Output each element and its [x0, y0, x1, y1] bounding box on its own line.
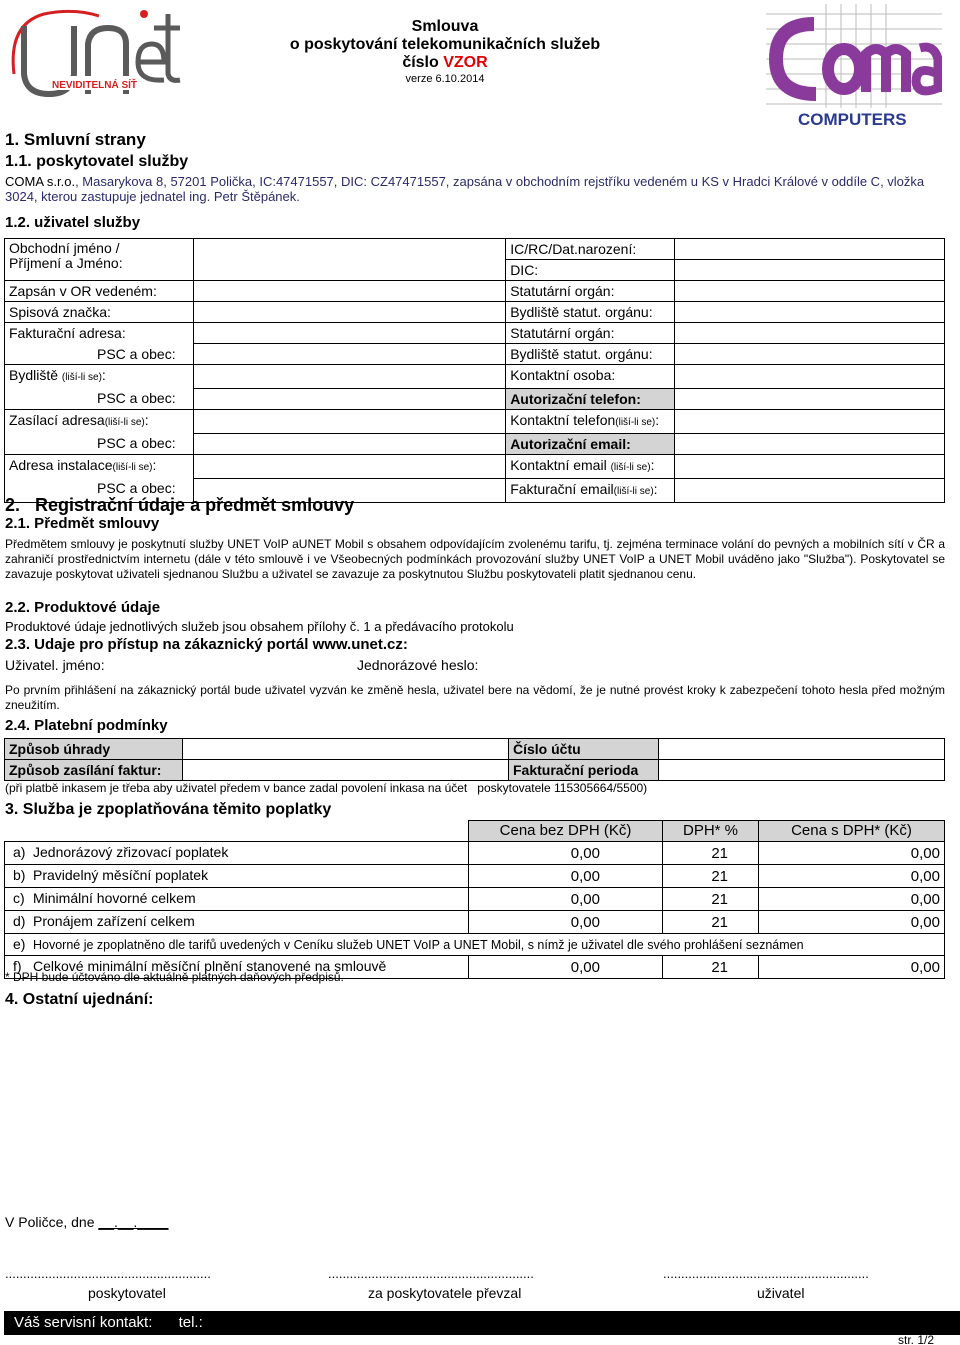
billing-address-field[interactable] — [194, 323, 506, 344]
section1-heading: 1. Smluvní strany — [5, 130, 146, 149]
tel-label: tel.: — [178, 1314, 203, 1331]
fee-row-vat[interactable]: 21 — [663, 888, 759, 911]
contact-person-label: Kontaktní osoba: — [506, 365, 675, 389]
billing-period-label: Fakturační perioda — [509, 760, 659, 781]
fee-row-total: 0,00 — [759, 956, 945, 979]
fee-row-label: Jednorázový zřizovací poplatek — [33, 844, 229, 860]
fee-row — [5, 865, 945, 888]
mailing-psc-field[interactable] — [194, 433, 506, 454]
product-text: Produktové údaje jednotlivých služeb jsou obsahem přílohy č. 1 a předávacího protokolu — [5, 619, 514, 634]
residence-psc-label: PSC a obec: — [5, 388, 194, 409]
fee-row — [5, 911, 945, 934]
col-vat-header: DPH* % — [663, 821, 759, 842]
user-details-table — [4, 238, 945, 503]
install-address-field[interactable] — [194, 454, 506, 478]
provider-heading: 1.1. poskytovatel služby — [5, 153, 189, 170]
mailing-psc-label: PSC a obec: — [5, 433, 194, 454]
auth-email-label: Autorizační email: — [506, 433, 675, 454]
billing-email-label: Fakturační email(liší-li se): — [506, 478, 675, 502]
product-heading: 2.2. Produktové údaje — [5, 599, 161, 616]
billing-psc-field[interactable] — [194, 344, 506, 365]
file-no-label: Spisová značka: — [5, 302, 194, 323]
residence-field[interactable] — [194, 365, 506, 389]
auth-phone-label: Autorizační telefon: — [506, 388, 675, 409]
place-date: V Poličce, dne __.__.____ — [5, 1214, 169, 1230]
service-contact-label: Váš servisní kontakt: — [14, 1314, 153, 1331]
received-signature-line: ......................................................... — [328, 1266, 534, 1281]
document-title — [250, 18, 640, 86]
vat-note: * DPH bude účtováno dle aktuálně platných daňových předpisů. — [5, 970, 344, 984]
fee-row-label: Celkové minimální měsíční plnění stanovené na smlouvě — [33, 958, 387, 974]
dic-field[interactable] — [675, 260, 945, 281]
statutory2-residence-label: Bydliště statut. orgánu: — [506, 344, 675, 365]
subject-text: Předmětem smlouvy je poskytnutí služby UNET VoIP aUNET Mobil s obsahem odpovídajícím zvolenému tarifu, tj. zejména terminace volání do pevných a mobilních sítí v ČR a zahraničí prostřednictvím internetu (dále v této smlouvě i ve Všeobecných podmínkách provozování služby UNET VoIP a UNET Mobil uváděno jako "Služba"). Poskytovatel se zavazuje poskytovat uživateli sjednanou Službu a uživatel se zavazuje za poskytnutou Službu poskytovateli platit sjednanou cenu. — [5, 537, 945, 581]
col-price-header: Cena bez DPH (Kč) — [469, 821, 663, 842]
provider-details: , Masarykova 8, 57201 Polička, IC:47471557, DIC: CZ47471557, zapsána v obchodním rejstříku vedeném u KS v Hradci Králové v oddíle C, vložka 3024, kterou zastupuje jednatel ing. Petr Štěpánek. — [5, 174, 925, 204]
fee-row-total: 0,00 — [759, 842, 945, 865]
fee-row-vat[interactable]: 21 — [663, 956, 759, 979]
password-label: Jednorázové heslo: — [357, 657, 479, 673]
fee-row-letter: e) — [13, 936, 26, 952]
payment-heading: 2.4. Platební podmínky — [5, 717, 168, 734]
name-field[interactable] — [194, 239, 506, 281]
section2-heading: 2. Registrační údaje a předmět smlouvy — [5, 495, 355, 515]
statutory2-residence-field[interactable] — [675, 344, 945, 365]
statutory2-label: Statutární orgán: — [506, 323, 675, 344]
mailing-address-label: Zasílací adresa(liší-li se): — [5, 409, 194, 433]
install-psc-label: PSC a obec: — [5, 478, 194, 502]
fee-row-letter: a) — [13, 844, 26, 860]
fee-row-price[interactable]: 0,00 — [469, 956, 663, 979]
account-no-field[interactable] — [659, 739, 945, 760]
account-no-label: Číslo účtu — [509, 739, 659, 760]
fee-row-label: Pronájem zařízení celkem — [33, 913, 195, 929]
fee-row-label: Pravidelný měsíční poplatek — [33, 867, 209, 883]
payment-table — [4, 738, 945, 781]
provider-name: COMA s.r.o. — [5, 174, 76, 189]
contact-phone-label: Kontaktní telefon(liší-li se): — [506, 409, 675, 433]
fee-row-e — [5, 934, 945, 956]
statutory1-label: Statutární orgán: — [506, 281, 675, 302]
fee-row-vat[interactable]: 21 — [663, 842, 759, 865]
contract-number: VZOR — [443, 54, 488, 71]
user-signature-label: uživatel — [757, 1285, 805, 1301]
fee-row-letter: f) — [13, 958, 22, 974]
title-number-label: číslo — [402, 54, 439, 71]
invoice-delivery-label: Způsob zasílání faktur: — [5, 760, 183, 781]
unet-logo — [4, 4, 184, 110]
fee-row-price[interactable]: 0,00 — [469, 888, 663, 911]
contact-email-field[interactable] — [675, 454, 945, 478]
auth-email-field[interactable] — [675, 433, 945, 454]
billing-address-label: Fakturační adresa: — [5, 323, 194, 344]
other-arrangements-area[interactable] — [5, 1015, 945, 1205]
residence-psc-field[interactable] — [194, 388, 506, 409]
portal-heading: 2.3. Udaje pro přístup na zákaznický portál www.unet.cz: — [5, 636, 408, 653]
register-field[interactable] — [194, 281, 506, 302]
ic-label: IC/RC/Dat.narození: — [506, 239, 675, 260]
footer-bar — [4, 1311, 960, 1335]
section3-heading: 3. Služba je zpoplatňována těmito poplatky — [5, 801, 332, 818]
fee-row-total: 0,00 — [759, 888, 945, 911]
contact-person-field[interactable] — [675, 365, 945, 389]
payment-note: (při platbě inkasem je třeba aby uživatel předem v bance zadal povolení inkasa na účet poskytovatele 115305664/5500) — [5, 781, 648, 795]
billing-email-field[interactable] — [675, 478, 945, 502]
contact-phone-field[interactable] — [675, 409, 945, 433]
contact-email-label: Kontaktní email (liší-li se): — [506, 454, 675, 478]
fee-row-vat[interactable]: 21 — [663, 865, 759, 888]
ic-field[interactable] — [675, 239, 945, 260]
title-line2: o poskytování telekomunikačních služeb — [289, 36, 601, 53]
install-address-label: Adresa instalace(liší-li se): — [5, 454, 194, 478]
dic-label: DIC: — [506, 260, 675, 281]
file-no-field[interactable] — [194, 302, 506, 323]
name-label: Obchodní jméno / Příjmení a Jméno: — [5, 239, 194, 281]
statutory1-residence-field[interactable] — [675, 302, 945, 323]
mailing-address-field[interactable] — [194, 409, 506, 433]
register-label: Zapsán v OR vedeném: — [5, 281, 194, 302]
title-line3 — [250, 54, 640, 72]
statutory1-residence-label: Bydliště statut. orgánu: — [506, 302, 675, 323]
fees-header-spacer — [5, 821, 469, 842]
section4-heading: 4. Ostatní ujednání: — [5, 991, 154, 1008]
user-signature-line: ......................................................... — [663, 1266, 869, 1281]
fee-row-letter: c) — [13, 890, 25, 906]
col-total-header: Cena s DPH* (Kč) — [759, 821, 945, 842]
fee-row-total: 0,00 — [759, 865, 945, 888]
pay-method-label: Způsob úhrady — [5, 739, 183, 760]
statutory2-field[interactable] — [675, 323, 945, 344]
fee-row-letter: b) — [13, 867, 26, 883]
fee-row-price[interactable]: 0,00 — [469, 865, 663, 888]
portal-text: Po prvním přihlášení na zákaznický portál bude uživatel vyzván ke změně hesla, uživatel bere na vědomí, že je nutné provést kroky k zabezpečení tohoto hesla před možným zneužitím. — [5, 683, 945, 712]
provider-signature-line: ......................................................... — [5, 1266, 211, 1281]
fee-row-total: 0,00 — [759, 911, 945, 934]
residence-label: Bydliště (liší-li se): — [5, 365, 194, 389]
coma-logo — [766, 4, 942, 130]
user-heading: 1.2. uživatel služby — [5, 214, 141, 231]
statutory1-field[interactable] — [675, 281, 945, 302]
fees-table — [4, 820, 945, 979]
provider-info — [5, 174, 950, 204]
invoice-delivery-field[interactable] — [183, 760, 509, 781]
fee-row-price[interactable]: 0,00 — [469, 842, 663, 865]
subject-heading: 2.1. Předmět smlouvy — [5, 515, 160, 532]
billing-period-field[interactable] — [659, 760, 945, 781]
date-blank[interactable]: __.__.____ — [98, 1214, 169, 1230]
fee-row — [5, 842, 945, 865]
provider-signature-label: poskytovatel — [88, 1285, 166, 1301]
username-label: Uživatel. jméno: — [5, 657, 105, 673]
auth-phone-field[interactable] — [675, 388, 945, 409]
billing-psc-label: PSC a obec: — [5, 344, 194, 365]
fee-row-e-text: Hovorné je zpoplatněno dle tarifů uvedených v Ceníku služeb UNET VoIP a UNET Mobil, s nímž je uživatel dle svého prohlášení seznámen — [33, 938, 804, 952]
version: verze 6.10.2014 — [405, 73, 485, 85]
fee-row-price[interactable]: 0,00 — [469, 911, 663, 934]
title-line1: Smlouva — [411, 18, 479, 35]
received-signature-label: za poskytovatele převzal — [368, 1285, 522, 1301]
page-number: str. 1/2 — [898, 1333, 935, 1345]
fee-row-letter: d) — [13, 913, 26, 929]
fee-row-vat[interactable]: 21 — [663, 911, 759, 934]
pay-method-field[interactable] — [183, 739, 509, 760]
coma-logo-text: COMPUTERS — [798, 110, 907, 129]
fee-row — [5, 888, 945, 911]
fee-row-label: Minimální hovorné celkem — [33, 890, 196, 906]
unet-logo-text: NEVIDITELNÁ SÍŤ — [52, 80, 138, 91]
